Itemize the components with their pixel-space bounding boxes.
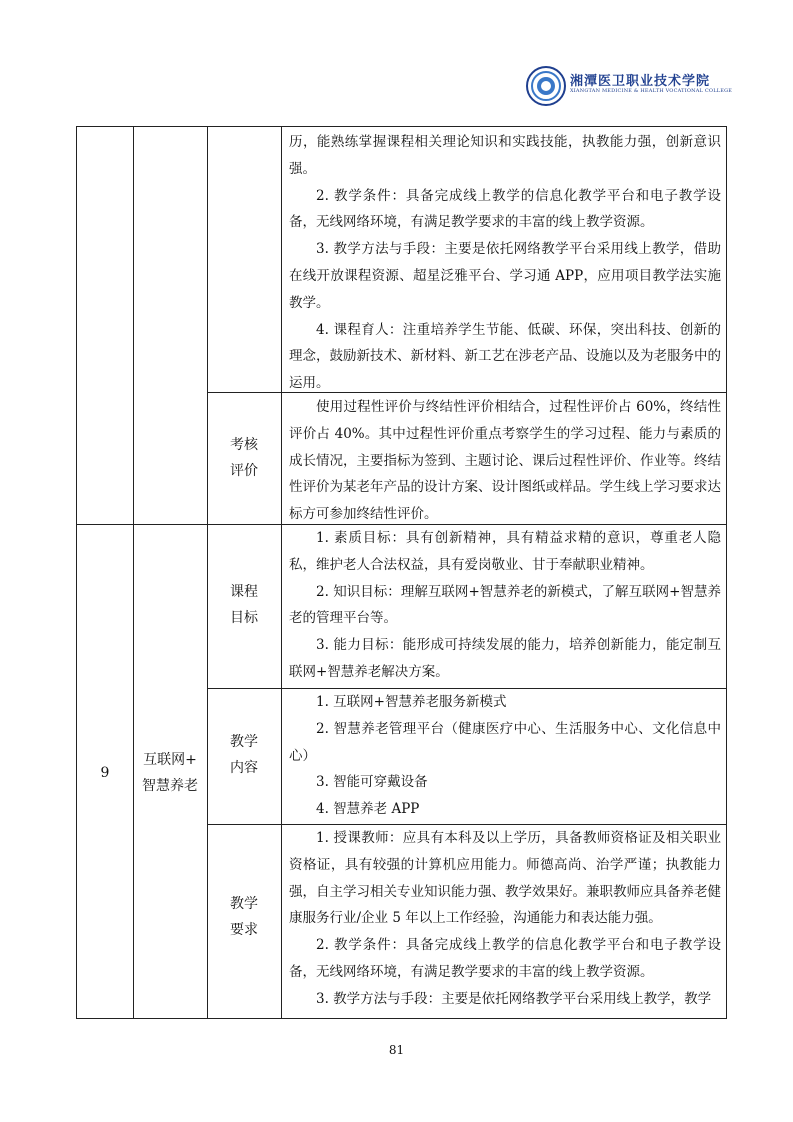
requirements-para: 3. 教学方法与手段：主要是依托网络教学平台采用线上教学，借助在线开放课程资源、超星泛雅平台、学习通 APP，应用项目教学法实施教学。 (289, 241, 721, 311)
college-name: 湘潭医卫职业技术学院 (570, 74, 711, 89)
content-item: 3. 智能可穿戴设备 (316, 774, 428, 791)
col-divider (133, 127, 134, 1018)
goal-item: 3. 能力目标：能形成可持续发展的能力，培养创新能力，能定制互联网+智慧养老解决方案。 (289, 637, 721, 680)
col-divider (207, 127, 208, 1018)
row-number: 9 (100, 765, 110, 781)
requirements-para: 2. 教学条件：具备完成线上教学的信息化教学平台和电子教学设备，无线网络环境，有满足教学要求的丰富的线上教学资源。 (289, 937, 721, 980)
requirements-para: 1. 授课教师：应具有本科及以上学历，具备教师资格证及相关职业资格证，具有较强的计算机应用能力。师德高尚、治学严谨；执教能力强，自主学习相关专业知识能力强、教学效果好。兼职教师应具备养老健康服务行业/企业 5 年以上工作经验，沟通能力和表达能力强。 (289, 830, 721, 927)
requirements-cell (289, 825, 721, 1013)
assessment-text: 使用过程性评价与终结性评价相结合，过程性评价占 60%，终结性评价占 40%。其中过程性评价重点考察学生的学习过程、能力与素质的成长情况，主要指标为签到、主题讨论、课后过程性评价、作业等。终结性评价为某老年产品的设计方案、设计图纸或样品。学生线上学习要求达标方可参加终结性评价。 (289, 399, 721, 523)
page-number: 81 (388, 1043, 405, 1057)
college-name-en: XIANGTAN MEDICINE & HEALTH VOCATIONAL COLLEGE (570, 88, 733, 94)
course-name: 互联网+ 智慧养老 (142, 752, 198, 794)
course-table (76, 126, 727, 1019)
requirements-label: 教学 要求 (230, 896, 258, 938)
content-item: 4. 智慧养老 APP (316, 801, 420, 818)
requirements-para: 4. 课程育人：注重培养学生节能、低碳、环保，突出科技、创新的理念，鼓励新技术、新材料、新工艺在涉老产品、设施以及为老服务中的运用。 (289, 321, 721, 392)
requirements-para: 3. 教学方法与手段：主要是依托网络教学平台采用线上教学，教学 (316, 990, 712, 1007)
goal-item: 2. 知识目标：理解互联网+智慧养老的新模式，了解互联网+智慧养老的管理平台等。 (289, 583, 721, 627)
requirements-cell-cont (289, 129, 721, 397)
college-emblem-icon (526, 66, 566, 106)
assessment-cell (289, 394, 721, 528)
content-item: 2. 智慧养老管理平台（健康医疗中心、生活服务中心、文化信息中心） (289, 720, 721, 764)
requirements-para: 2. 教学条件：具备完成线上教学的信息化教学平台和电子教学设备，无线网络环境，有满足教学要求的丰富的线上教学资源。 (289, 187, 721, 231)
content-label: 教学 内容 (230, 734, 258, 776)
content-item: 1. 互联网+智慧养老服务新模式 (316, 694, 507, 710)
college-logo (526, 66, 733, 106)
goal-item: 1. 素质目标：具有创新精神，具有精益求精的意识，尊重老人隐私，维护老人合法权益，具有爱岗敬业、甘于奉献职业精神。 (289, 530, 721, 573)
requirements-para: 历，能熟练掌握课程相关理论知识和实践技能，执教能力强，创新意识强。 (289, 134, 721, 177)
content-cell (289, 689, 721, 823)
goals-label: 课程 目标 (230, 584, 258, 626)
goals-cell (289, 525, 721, 686)
col-divider (281, 127, 282, 1018)
assessment-label: 考核 评价 (230, 437, 258, 479)
